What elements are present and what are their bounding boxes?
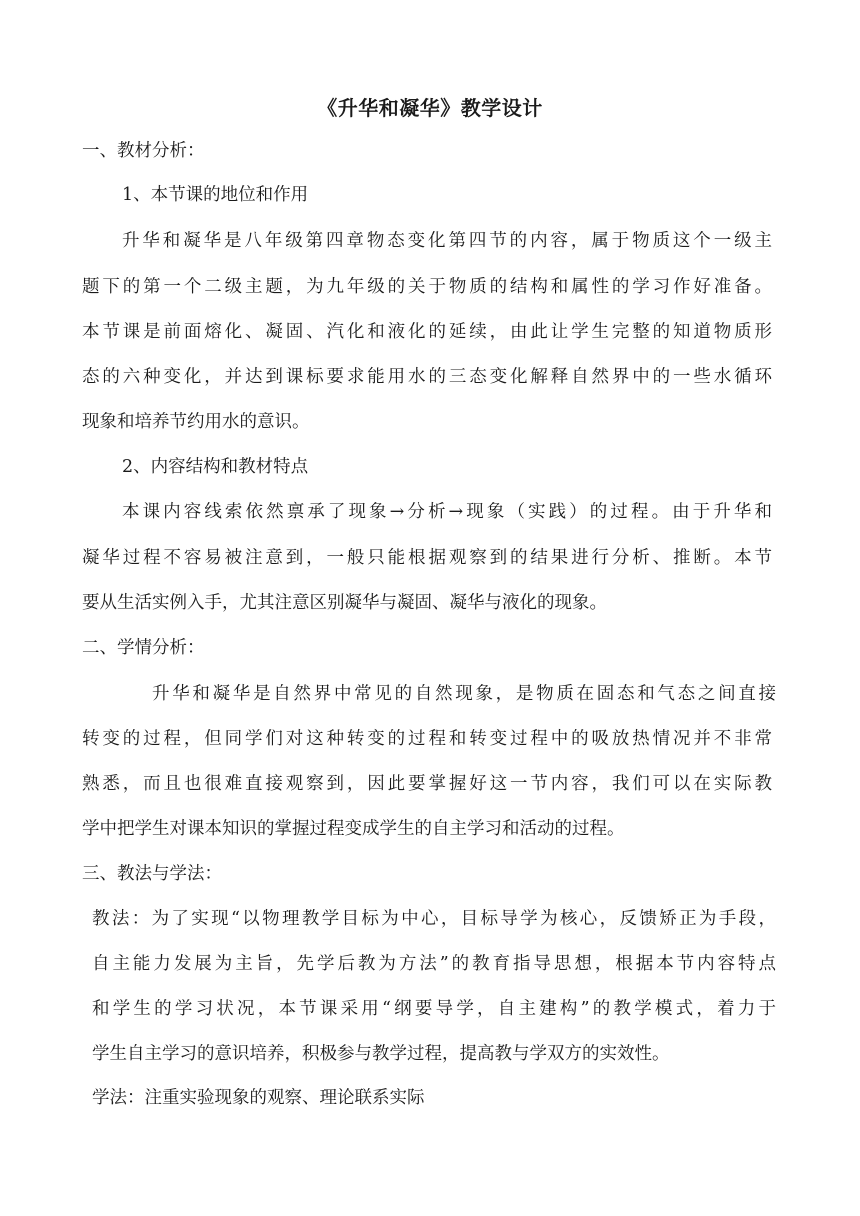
paragraph-line: 要从生活实例入手，尤其注意区别凝华与凝固、凝华与液化的现象。 bbox=[82, 593, 607, 613]
paragraph-line: 转变的过程，但同学们对这种转变的过程和转变过程中的吸放热情况并不非常 bbox=[82, 729, 772, 749]
paragraph-line: 凝华过程不容易被注意到，一般只能根据观察到的结果进行分析、推断。本节 bbox=[82, 548, 772, 568]
study-method-line: 学法：注重实验现象的观察、理论联系实际 bbox=[92, 1088, 425, 1108]
paragraph-line: 本节课是前面熔化、凝固、汽化和液化的延续，由此让学生完整的知道物质形 bbox=[82, 322, 772, 342]
paragraph-line: 和学生的学习状况，本节课采用“纲要导学，自主建构”的教学模式，着力于 bbox=[92, 999, 776, 1019]
subsection-heading-position-role: 1、本节课的地位和作用 bbox=[122, 185, 309, 205]
paragraph-line: 自主能力发展为主旨，先学后教为方法”的教育指导思想，根据本节内容特点 bbox=[92, 954, 776, 974]
section-heading-learner-analysis: 二、学情分析： bbox=[82, 638, 205, 658]
paragraph-line: 态的六种变化，并达到课标要求能用水的三态变化解释自然界中的一些水循环 bbox=[82, 367, 772, 387]
paragraph-line: 现象和培养节约用水的意识。 bbox=[82, 412, 310, 432]
section-heading-teaching-methods: 三、教法与学法： bbox=[82, 864, 222, 884]
paragraph-line: 升华和凝华是自然界中常见的自然现象，是物质在固态和气态之间直接 bbox=[152, 684, 776, 704]
document-title: 《升华和凝华》教学设计 bbox=[317, 96, 543, 120]
paragraph-line: 本课内容线索依然禀承了现象→分析→现象（实践）的过程。由于升华和 bbox=[122, 502, 772, 522]
subsection-heading-content-structure: 2、内容结构和教材特点 bbox=[122, 457, 309, 477]
paragraph-line: 学生自主学习的意识培养，积极参与教学过程，提高教与学双方的实效性。 bbox=[92, 1044, 670, 1064]
paragraph-line: 升华和凝华是八年级第四章物态变化第四节的内容，属于物质这个一级主 bbox=[122, 231, 772, 251]
section-heading-textbook-analysis: 一、教材分析： bbox=[82, 141, 205, 161]
paragraph-line: 熟悉，而且也很难直接观察到，因此要掌握好这一节内容，我们可以在实际教 bbox=[82, 774, 772, 794]
paragraph-line: 学中把学生对课本知识的掌握过程变成学生的自主学习和活动的过程。 bbox=[82, 819, 625, 839]
paragraph-line: 题下的第一个二级主题，为九年级的关于物质的结构和属性的学习作好准备。 bbox=[82, 277, 772, 297]
paragraph-line: 教法：为了实现“以物理教学目标为中心，目标导学为核心，反馈矫正为手段， bbox=[92, 909, 776, 929]
